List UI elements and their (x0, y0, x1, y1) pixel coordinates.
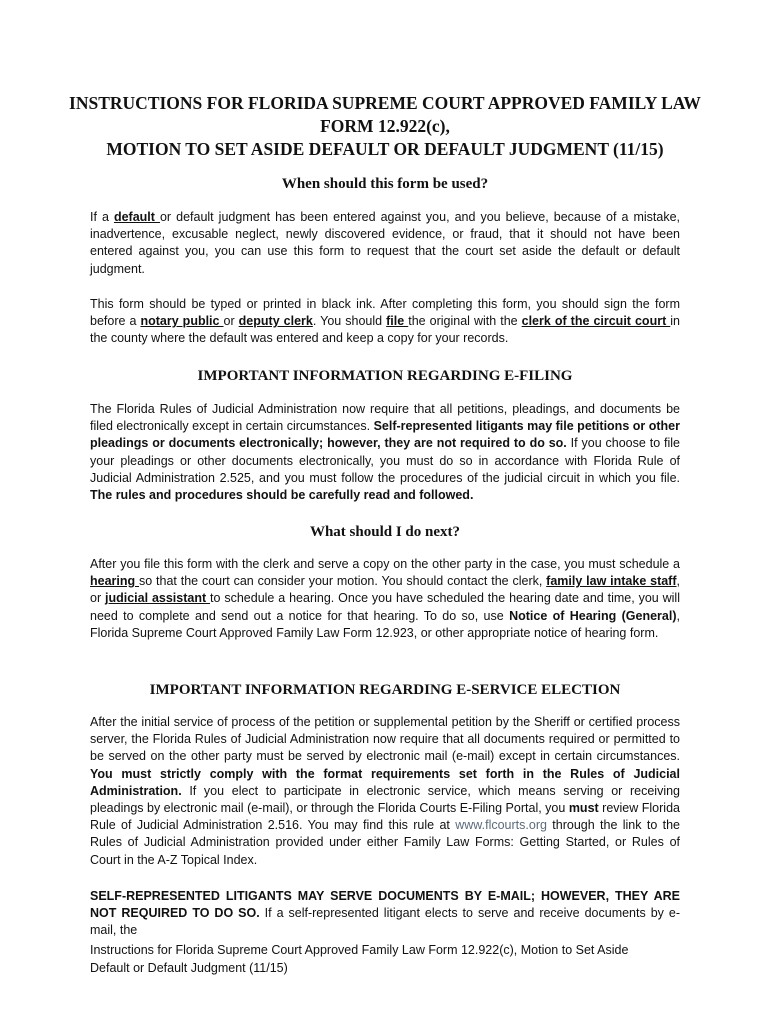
bold-text: Notice of Hearing (General) (509, 608, 677, 623)
flcourts-url-link[interactable]: www.flcourts.org (455, 818, 547, 833)
text: . You should (312, 314, 387, 329)
link-default[interactable]: default (113, 210, 160, 224)
bold-text: You must strictly comply with the format requirements set forth in the Rules of Judicial Administration. (90, 766, 680, 798)
text: The Florida Rules of Judicial Administration now require that all petitions, pleadings, and documents be filed electronically except in certain circumstances. (90, 402, 680, 434)
link-deputy-clerk[interactable]: deputy clerk (238, 314, 313, 329)
paragraph-e-filing (90, 401, 680, 504)
footer-line-1: Instructions for Florida Supreme Court Approved Family Law Form 12.922(c), Motion to Set Aside (90, 943, 629, 957)
text: If a (90, 210, 114, 224)
text: If you elect to participate in electronic service, which means serving or receiving pleadings by electronic mail (e-mail), or through the Florida Courts E-Filing Portal, you (90, 783, 680, 816)
link-notary-public[interactable]: notary public (140, 314, 224, 329)
text: If you choose to file your pleadings or other documents electronically, you must do so in accordance with Florida Rule of Judicial Administration 2.525, and you must follow the procedures of the judicial circuit in which you file. (90, 436, 680, 485)
heading-e-service: IMPORTANT INFORMATION REGARDING E-SERVICE ELECTION (149, 682, 621, 698)
text: review Florida Rule of Judicial Administration 2.516. You may find this rule at (90, 801, 680, 833)
text: This form should be typed or printed in black ink. After completing this form, you should sign the form before a (90, 297, 680, 329)
bold-text: SELF-REPRESENTED LITIGANTS MAY SERVE DOCUMENTS BY E-MAIL; HOWEVER, THEY ARE NOT REQUIRED TO DO SO. (90, 889, 680, 921)
title-line-1: INSTRUCTIONS FOR FLORIDA SUPREME COURT APPROVED FAMILY LAW (69, 93, 701, 113)
text: or default judgment has been entered against you, and you believe, because of a mistake, inadvertence, excusable neglect, newly discovered evidence, or fraud, that it should not have been entered against you, you can use this form to request that the court set aside the default or default judgment. (90, 210, 681, 276)
paragraph-what-next (90, 556, 680, 642)
text: , or (90, 574, 680, 606)
heading-e-filing: IMPORTANT INFORMATION REGARDING E-FILING (197, 368, 573, 384)
paragraph-black-ink (90, 296, 680, 348)
text: After you file this form with the clerk and serve a copy on the other party in the case, you must schedule a (90, 557, 680, 571)
text: After the initial service of process of the petition or supplemental petition by the Sheriff or certified process server, the Florida Rules of Judicial Administration now require that all documents required or permitted to be served on the other party must be served by electronic mail (e-mail) except in certain circumstances. (90, 715, 680, 764)
link-clerk-of-circuit-court[interactable]: clerk of the circuit court (521, 314, 671, 329)
paragraph-when-used (90, 209, 680, 278)
paragraph-self-represented (90, 888, 680, 940)
footer-line-2: Default or Default Judgment (11/15) (90, 961, 288, 975)
title-line-3: MOTION TO SET ASIDE DEFAULT OR DEFAULT JUDGMENT (11/15) (106, 139, 664, 159)
bold-text: The rules and procedures should be carefully read and followed. (90, 488, 474, 503)
heading-when-used: When should this form be used? (281, 176, 489, 192)
text: to schedule a hearing. Once you have scheduled the hearing date and time, you will need to complete and send out a notice for that hearing. To do so, use (90, 591, 680, 623)
link-hearing[interactable]: hearing (90, 574, 139, 589)
text: so that the court can consider your motion. You should contact the clerk, (139, 574, 547, 589)
text: , Florida Supreme Court Approved Family Law Form 12.923, or other appropriate notice of hearing form. (90, 608, 680, 640)
link-family-law-intake-staff[interactable]: family law intake staff (546, 574, 677, 589)
link-judicial-assistant[interactable]: judicial assistant (105, 591, 211, 606)
heading-what-next: What should I do next? (309, 524, 461, 540)
text: the original with the (408, 314, 522, 329)
bold-text: must (568, 801, 599, 816)
link-file[interactable]: file (386, 314, 409, 329)
paragraph-e-service (90, 714, 680, 869)
title-line-2: FORM 12.922(c), (320, 116, 450, 136)
text: or (223, 314, 239, 329)
page-footer (90, 941, 680, 977)
document-title (60, 92, 710, 161)
text: in the county where the default was entered and keep a copy for your records. (90, 314, 680, 346)
bold-text: Self-represented litigants may file petitions or other pleadings or documents electronically; however, they are not required to do so. (90, 419, 680, 451)
text: If a self-represented litigant elects to serve and receive documents by e-mail, the (90, 906, 680, 938)
text: through the link to the Rules of Judicial Administration provided under either Family Law Forms: Getting Started, or Rules of Court in the A-Z Topical Index. (90, 818, 680, 867)
